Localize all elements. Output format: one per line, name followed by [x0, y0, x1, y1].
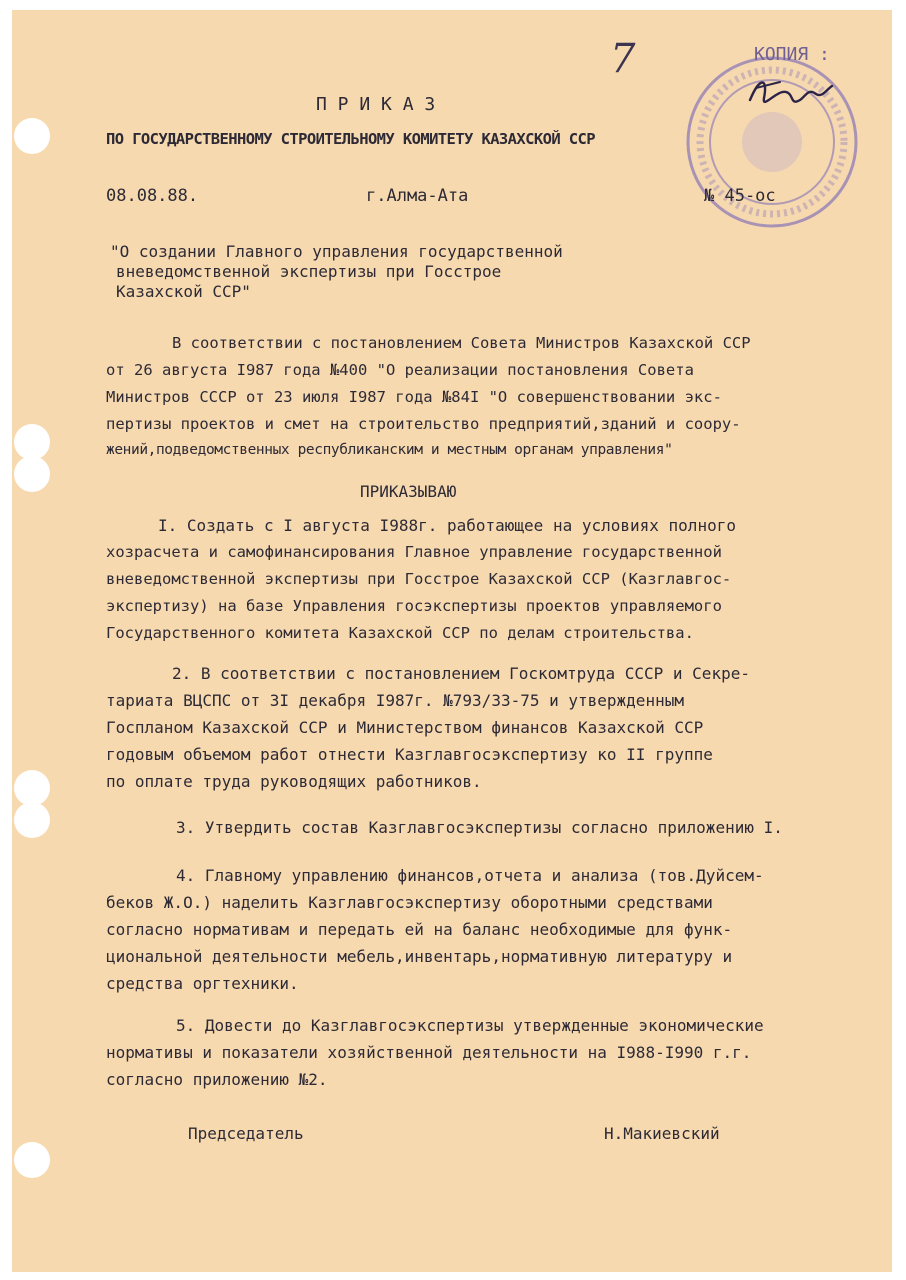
order-subtitle: ПО ГОСУДАРСТВЕННОМУ СТРОИТЕЛЬНОМУ КОМИТЕТУ КАЗАХСКОЙ ССР	[106, 130, 595, 148]
handwritten-signature	[746, 70, 836, 120]
item-4-line: беков Ж.О.) наделить Казглавгосэкспертизу оборотными средствами	[106, 893, 713, 912]
subject-line: "О создании Главного управления государственной	[110, 242, 563, 261]
item-4-line: 4. Главному управлению финансов,отчета и анализа (тов.Дуйсем-	[176, 866, 764, 885]
item-4-line: средства оргтехники.	[106, 974, 299, 993]
item-5-line: нормативы и показатели хозяйственной деятельности на I988-I990 г.г.	[106, 1043, 752, 1062]
preamble-line: от 26 августа I987 года №400 "О реализации постановления Совета	[106, 361, 694, 379]
item-2-line: Госпланом Казахской ССР и Министерством финансов Казахской ССР	[106, 718, 704, 737]
order-word: ПРИКАЗЫВАЮ	[360, 482, 457, 501]
document-sheet	[12, 10, 892, 1272]
preamble-line: В соответствии с постановлением Совета Министров Казахской ССР	[172, 334, 751, 352]
punch-hole	[14, 1142, 50, 1178]
item-4-line: согласно нормативам и передать ей на баланс необходимые для функ-	[106, 920, 733, 939]
order-date: 08.08.88.	[106, 186, 199, 206]
item-2-line: годовым объемом работ отнести Казглавгосэкспертизу ко II группе	[106, 745, 713, 764]
subject-line: вневедомственной экспертизы при Госстрое	[116, 262, 502, 281]
punch-hole	[14, 118, 50, 154]
item-1-line: хозрасчета и самофинансирования Главное управление государственной	[106, 543, 722, 561]
stamp-label: КОПИЯ :	[754, 44, 830, 65]
signatory-name: Н.Макиевский	[604, 1124, 720, 1143]
signatory-position: Председатель	[188, 1124, 304, 1143]
item-5-line: согласно приложению №2.	[106, 1070, 328, 1089]
item-2-line: по оплате труда руководящих работников.	[106, 772, 482, 791]
preamble-line: Министров СССР от 23 июля I987 года №84I "О совершенствовании экс-	[106, 388, 722, 406]
item-1-line: экспертизу) на базе Управления госэкспертизы проектов управляемого	[106, 597, 722, 615]
page-number: 7	[610, 36, 636, 82]
punch-hole	[14, 456, 50, 492]
subject-line: Казахской ССР"	[116, 282, 251, 301]
item-1-line: вневедомственной экспертизы при Госстрое Казахской ССР (Казглавгос-	[106, 570, 732, 588]
preamble-line: жений,подведомственных республиканским и местным органам управления"	[106, 442, 673, 458]
item-3-line: 3. Утвердить состав Казглавгосэкспертизы согласно приложению I.	[176, 818, 783, 837]
item-4-line: циональной деятельности мебель,инвентарь,нормативную литературу и	[106, 947, 733, 966]
item-1-line: I. Создать с I августа I988г. работающее на условиях полного	[158, 516, 736, 535]
item-2-line: тариата ВЦСПС от 3I декабря I987г. №793/33-75 и утвержденным	[106, 691, 684, 710]
order-place: г.Алма-Ата	[366, 186, 469, 206]
preamble-line: пертизы проектов и смет на строительство предприятий,зданий и соору-	[106, 415, 741, 433]
order-title: П Р И К А З	[316, 94, 436, 115]
punch-hole	[14, 770, 50, 806]
item-5-line: 5. Довести до Казглавгосэкспертизы утвержденные экономические	[176, 1016, 764, 1035]
item-2-line: 2. В соответствии с постановлением Госкомтруда СССР и Секре-	[172, 664, 750, 683]
item-1-line: Государственного комитета Казахской ССР по делам строительства.	[106, 624, 694, 642]
punch-hole	[14, 424, 50, 460]
order-number: № 45-ос	[704, 186, 776, 206]
punch-hole	[14, 802, 50, 838]
